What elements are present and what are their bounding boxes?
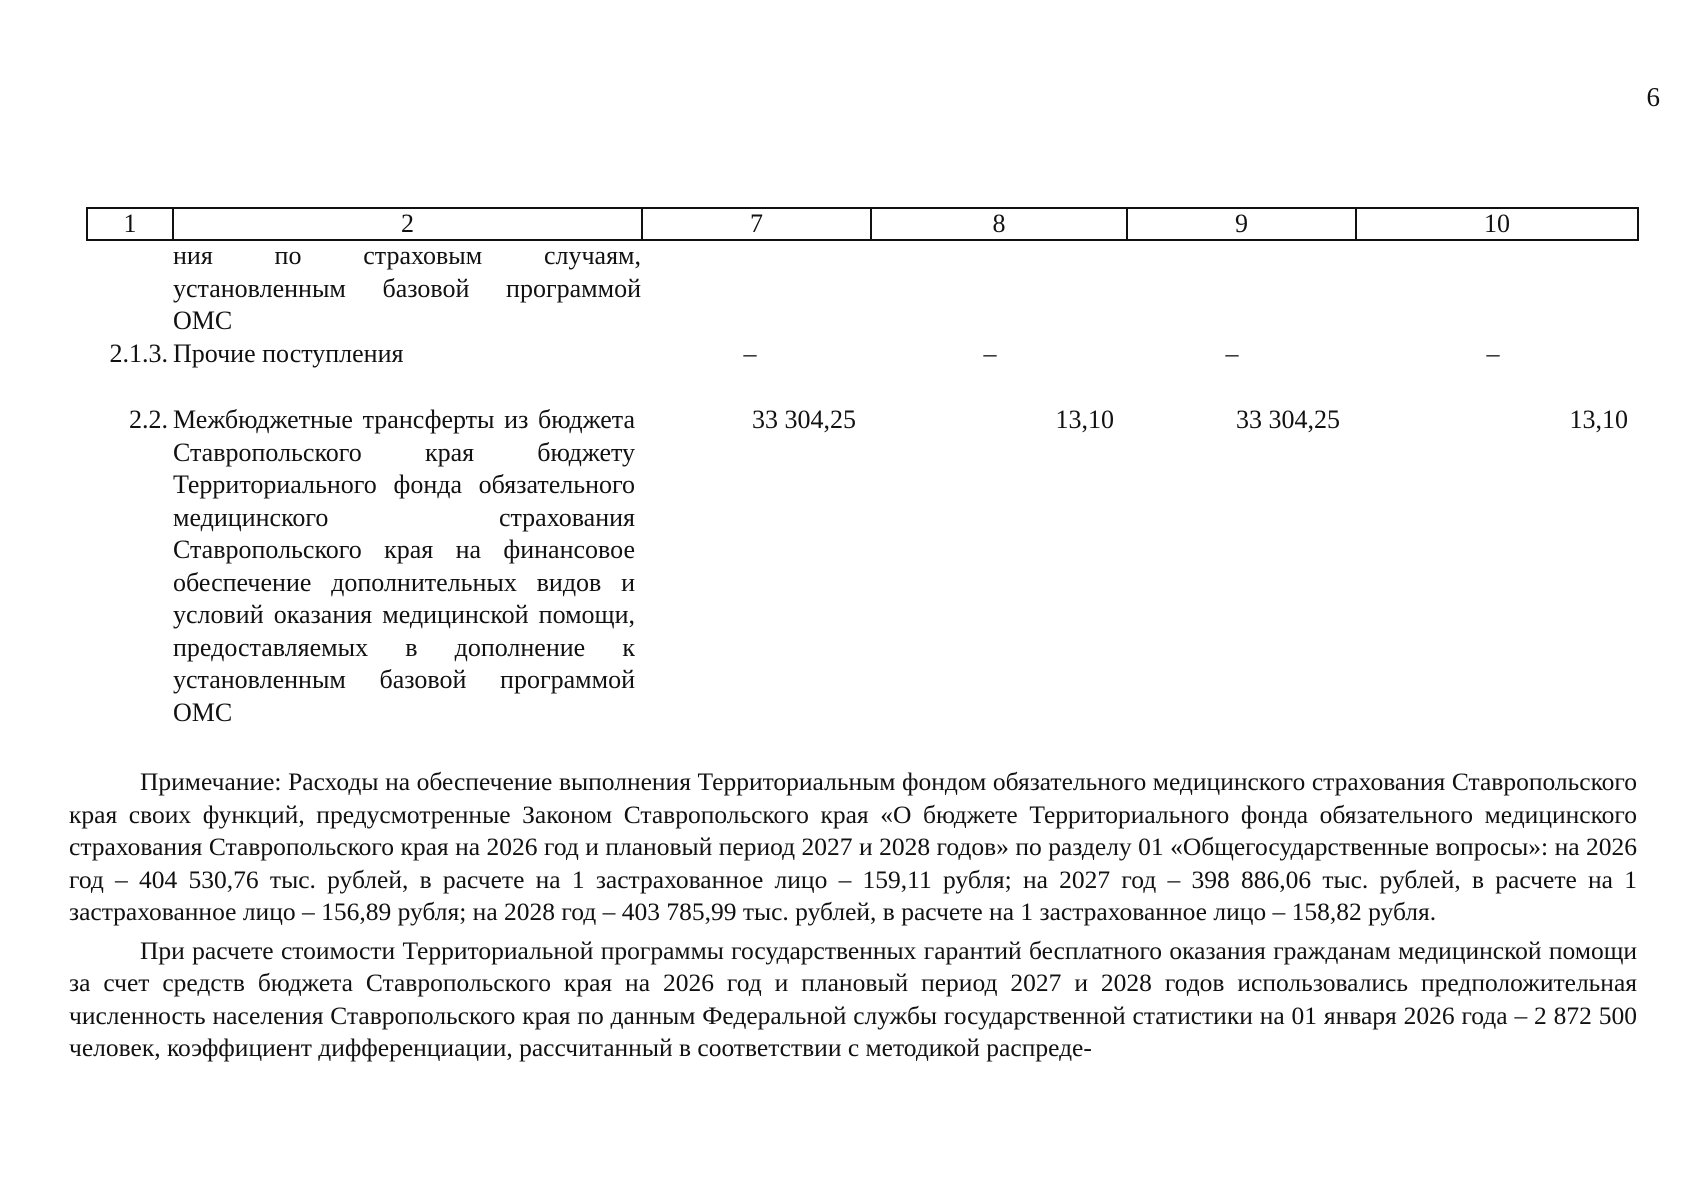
column-header-8: 8 [871, 208, 1127, 240]
column-header-1: 1 [87, 208, 173, 240]
column-header-2: 2 [173, 208, 642, 240]
page-number: 6 [1646, 82, 1660, 112]
column-header-7: 7 [642, 208, 871, 240]
row-2-1-3-col8: – [983, 339, 997, 368]
row-number-2-1-3: 2.1.3. [109, 339, 168, 368]
row-text-2-1-3: Прочие поступления [173, 339, 404, 368]
row-2-2-col10: 13,10 [1569, 405, 1628, 434]
row-2-2-col7: 33 304,25 [752, 405, 856, 434]
row-number-2-2: 2.2. [129, 405, 168, 434]
row-2-1-3-col9: – [1225, 339, 1239, 368]
column-header-10: 10 [1356, 208, 1638, 240]
column-header-row [87, 208, 1638, 240]
note-paragraph-1: Примечание: Расходы на обеспечение выполнения Территориальным фондом обязательного медицинского страхования Ставропольского края своих функций, предусмотренные Законом Ставропольского края «О бюджете Территориального фонда обязательного медицинского страхования Ставропольского края на 2026 год и плановый период 2027 и 2028 годов» по разделу 01 «Общегосударственные вопросы»: на 2026 год – 404 530,76 тыс. рублей, в расчете на 1 застрахованное лицо – 159,11 рубля; на 2027 год – 398 886,06 тыс. рублей, в расчете на 1 застрахованное лицо – 156,89 рубля; на 2028 год – 403 785,99 тыс. рублей, в расчете на 1 застрахованное лицо – 158,82 рубля. [69, 767, 1637, 926]
row-2-2-col8: 13,10 [1055, 405, 1114, 434]
note-paragraph-2: При расчете стоимости Территориальной программы государственных гарантий бесплатного оказания гражданам медицинской помощи за счет средств бюджета Ставропольского края на 2026 год и плановый период 2027 и 2028 годов использовались предположительная численность населения Ставропольского края по данным Федеральной службы государственной статистики на 01 января 2026 года – 2 872 500 человек, коэффициент дифференциации, рассчитанный в соответствии с методикой распреде- [69, 935, 1637, 1062]
column-header-table [86, 207, 1639, 241]
row-2-1-3-col10: – [1486, 339, 1500, 368]
notes-section [69, 766, 1637, 1065]
row-2-1-3-col7: – [743, 339, 757, 368]
row-continuation-text: ния по страховым случаям, установленным базовой программой ОМС [173, 241, 641, 335]
column-header-9: 9 [1127, 208, 1356, 240]
row-text-2-2: Межбюджетные трансферты из бюджета Ставропольского края бюджету Территориального фонда обязательного медицинского страхования Ставропольского края на финансовое обеспечение дополнительных видов и условий оказания медицинской помощи, предоставляемых в дополнение к установленным базовой программой ОМС [173, 405, 635, 727]
row-2-2-col9: 33 304,25 [1236, 405, 1340, 434]
